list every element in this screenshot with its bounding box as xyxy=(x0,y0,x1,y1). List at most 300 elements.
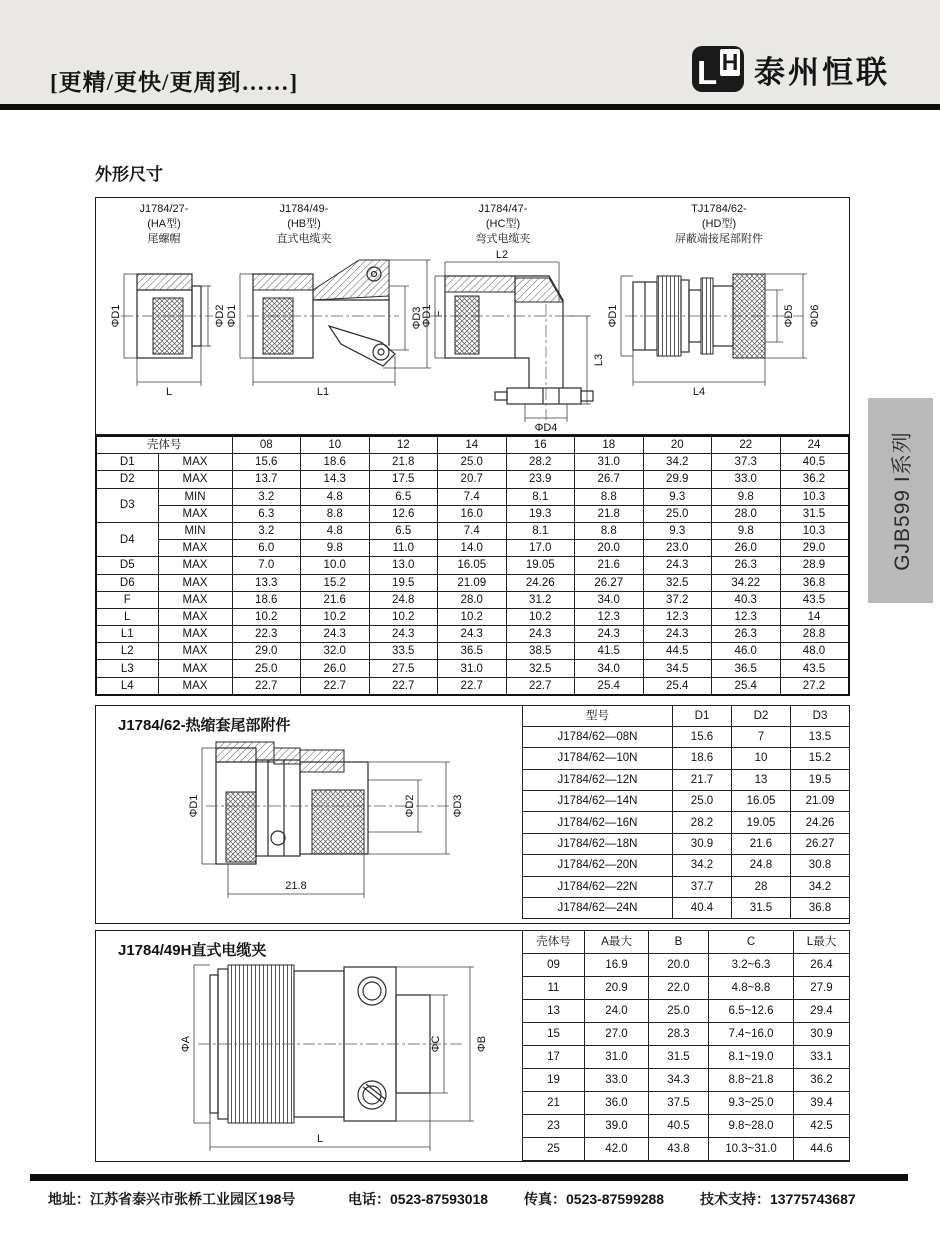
limit-cell: MAX xyxy=(158,540,232,557)
table-cell: 28.3 xyxy=(649,1022,709,1045)
table-row xyxy=(96,608,849,625)
value-cell: 22.7 xyxy=(301,677,370,695)
value-cell: 7.4 xyxy=(438,522,507,539)
size-header: 16 xyxy=(506,436,575,454)
size-header: 10 xyxy=(301,436,370,454)
table-cell: 31.5 xyxy=(732,898,791,919)
dim-label-d3: ΦD3 xyxy=(411,306,423,330)
table-cell: 19.5 xyxy=(791,769,850,790)
fig-model: J1784/27- xyxy=(139,203,189,215)
fig-hb-straight-clamp xyxy=(226,260,445,398)
table-cell: 34.3 xyxy=(649,1069,709,1092)
value-cell: 44.5 xyxy=(643,643,712,660)
fig-straight-clamp-49h xyxy=(180,965,488,1151)
table-cell: 13 xyxy=(732,769,791,790)
table-cell: 40.4 xyxy=(673,898,732,919)
dim-label-l1: L1 xyxy=(316,386,330,398)
value-cell: 20.7 xyxy=(438,471,507,488)
table-row xyxy=(96,591,849,608)
outline-drawings-box xyxy=(95,197,850,435)
fig-name: 尾螺帽 xyxy=(147,233,181,245)
table-body xyxy=(96,454,849,695)
size-header: 24 xyxy=(780,436,849,454)
dim-name-cell: D1 xyxy=(96,454,158,471)
limit-cell: MAX xyxy=(158,505,232,522)
table-cell: 28 xyxy=(732,876,791,897)
column-header: C xyxy=(709,930,794,953)
table-cell: 15 xyxy=(523,1022,585,1045)
value-cell: 27.5 xyxy=(369,660,438,677)
table-cell: 43.8 xyxy=(649,1138,709,1161)
value-cell: 33.5 xyxy=(369,643,438,660)
table-cell: 21.6 xyxy=(732,833,791,854)
value-cell: 28.9 xyxy=(780,557,849,574)
value-cell: 32.0 xyxy=(301,643,370,660)
heat-shrink-drawing-canvas xyxy=(98,734,518,906)
table-cell: 30.9 xyxy=(794,1022,850,1045)
table-body xyxy=(523,726,850,919)
table-cell: 27.0 xyxy=(585,1022,649,1045)
value-cell: 26.27 xyxy=(575,574,644,591)
value-cell: 21.09 xyxy=(438,574,507,591)
value-cell: 7.0 xyxy=(232,557,301,574)
table-cell: J1784/62—22N xyxy=(523,876,673,897)
dim-label-d2: ΦD2 xyxy=(404,794,416,818)
fig-model: TJ1784/62- xyxy=(691,203,747,215)
table-cell: 4.8~8.8 xyxy=(709,976,794,999)
table-row xyxy=(96,454,849,471)
value-cell: 26.3 xyxy=(712,557,781,574)
logo-letter-l: L xyxy=(697,54,718,91)
value-cell: 21.8 xyxy=(369,454,438,471)
dim-name-cell: F xyxy=(96,591,158,608)
value-cell: 34.22 xyxy=(712,574,781,591)
value-cell: 4.8 xyxy=(301,488,370,505)
table-cell: J1784/62—14N xyxy=(523,791,673,812)
table-cell: 24.8 xyxy=(732,855,791,876)
table-cell: 25.0 xyxy=(673,791,732,812)
table-row xyxy=(523,1138,850,1161)
value-cell: 28.0 xyxy=(438,591,507,608)
value-cell: 29.0 xyxy=(232,643,301,660)
table-cell: 9.8~28.0 xyxy=(709,1115,794,1138)
table-cell: 34.2 xyxy=(673,855,732,876)
table-cell: 37.7 xyxy=(673,876,732,897)
value-cell: 41.5 xyxy=(575,643,644,660)
dim-label-d1: ΦD1 xyxy=(421,304,433,328)
dim-label-d5: ΦD5 xyxy=(783,304,795,328)
value-cell: 20.0 xyxy=(575,540,644,557)
value-cell: 12.6 xyxy=(369,505,438,522)
value-cell: 18.6 xyxy=(301,454,370,471)
table-row xyxy=(523,953,850,976)
corner-header: 壳体号 xyxy=(96,436,232,454)
value-cell: 22.7 xyxy=(232,677,301,695)
page-title: 外形尺寸 xyxy=(95,165,163,184)
value-cell: 13.0 xyxy=(369,557,438,574)
table-cell: 36.2 xyxy=(794,1069,850,1092)
value-cell: 16.05 xyxy=(438,557,507,574)
table-row xyxy=(523,769,850,790)
value-cell: 13.3 xyxy=(232,574,301,591)
dim-name-cell: D5 xyxy=(96,557,158,574)
straight-clamp-drawing-canvas xyxy=(98,955,518,1159)
table-cell: 15.6 xyxy=(673,726,732,747)
table-cell: 16.9 xyxy=(585,953,649,976)
limit-cell: MAX xyxy=(158,471,232,488)
value-cell: 34.5 xyxy=(643,660,712,677)
value-cell: 10.2 xyxy=(506,608,575,625)
table-body xyxy=(523,953,850,1161)
limit-cell: MAX xyxy=(158,643,232,660)
straight-clamp-box xyxy=(95,930,850,1162)
dim-label-l3: L3 xyxy=(593,353,605,367)
value-cell: 28.8 xyxy=(780,626,849,643)
table-cell: 22.0 xyxy=(649,976,709,999)
value-cell: 32.5 xyxy=(643,574,712,591)
dim-label-b: ΦB xyxy=(476,1035,488,1053)
dim-name-cell: L2 xyxy=(96,643,158,660)
value-cell: 17.0 xyxy=(506,540,575,557)
table-row xyxy=(523,748,850,769)
table-row xyxy=(523,999,850,1022)
table-row xyxy=(523,855,850,876)
table-cell: 19 xyxy=(523,1069,585,1092)
value-cell: 14.0 xyxy=(438,540,507,557)
value-cell: 10.3 xyxy=(780,488,849,505)
value-cell: 10.2 xyxy=(369,608,438,625)
dim-label-l4: L4 xyxy=(692,386,706,398)
dim-label-d1: ΦD1 xyxy=(110,304,122,328)
value-cell: 8.1 xyxy=(506,488,575,505)
table-cell: 25.0 xyxy=(649,999,709,1022)
value-cell: 21.8 xyxy=(575,505,644,522)
limit-cell: MAX xyxy=(158,626,232,643)
table-cell: J1784/62—24N xyxy=(523,898,673,919)
value-cell: 25.0 xyxy=(643,505,712,522)
header-slogan: [更精/更快/更周到……] xyxy=(50,70,299,95)
dim-label-d4: ΦD4 xyxy=(534,422,558,432)
value-cell: 40.3 xyxy=(712,591,781,608)
table-cell: 16.05 xyxy=(732,791,791,812)
value-cell: 8.8 xyxy=(575,522,644,539)
brand xyxy=(692,46,890,92)
limit-cell: MIN xyxy=(158,488,232,505)
dim-name-cell: D2 xyxy=(96,471,158,488)
fig-name: 屏蔽端接尾部附件 xyxy=(675,233,763,245)
column-header: 型号 xyxy=(523,705,673,726)
table-row xyxy=(96,505,849,522)
table-cell: 28.2 xyxy=(673,812,732,833)
outline-drawings-canvas xyxy=(97,246,848,432)
dim-name-cell: D6 xyxy=(96,574,158,591)
value-cell: 23.9 xyxy=(506,471,575,488)
limit-cell: MAX xyxy=(158,608,232,625)
value-cell: 3.2 xyxy=(232,488,301,505)
table-cell: 20.0 xyxy=(649,953,709,976)
value-cell: 31.0 xyxy=(438,660,507,677)
table-cell: 39.4 xyxy=(794,1092,850,1115)
dim-label-c: ΦC xyxy=(430,1035,442,1053)
table-cell: 7.4~16.0 xyxy=(709,1022,794,1045)
table-cell: 3.2~6.3 xyxy=(709,953,794,976)
value-cell: 10.2 xyxy=(232,608,301,625)
table-row xyxy=(96,557,849,574)
table-cell: 21.09 xyxy=(791,791,850,812)
value-cell: 9.8 xyxy=(712,522,781,539)
size-header: 18 xyxy=(575,436,644,454)
limit-cell: MIN xyxy=(158,522,232,539)
dim-label-d2: ΦD2 xyxy=(214,304,226,328)
logo-letter-h: H xyxy=(721,49,739,75)
value-cell: 43.5 xyxy=(780,660,849,677)
table-row xyxy=(96,660,849,677)
value-cell: 9.3 xyxy=(643,522,712,539)
value-cell: 19.5 xyxy=(369,574,438,591)
value-cell: 12.3 xyxy=(643,608,712,625)
footer-divider xyxy=(30,1174,908,1181)
table-row xyxy=(523,1045,850,1068)
table-row xyxy=(96,643,849,660)
value-cell: 26.0 xyxy=(712,540,781,557)
table-cell: 39.0 xyxy=(585,1115,649,1138)
table-cell: 40.5 xyxy=(649,1115,709,1138)
limit-cell: MAX xyxy=(158,574,232,591)
value-cell: 22.7 xyxy=(369,677,438,695)
table-cell: 18.6 xyxy=(673,748,732,769)
table-cell: 09 xyxy=(523,953,585,976)
table-cell: 36.0 xyxy=(585,1092,649,1115)
value-cell: 6.0 xyxy=(232,540,301,557)
table-row xyxy=(523,898,850,919)
table-cell: J1784/62—08N xyxy=(523,726,673,747)
table-row xyxy=(96,488,849,505)
value-cell: 36.5 xyxy=(712,660,781,677)
table-header xyxy=(96,436,849,454)
value-cell: 17.5 xyxy=(369,471,438,488)
table-cell: 21.7 xyxy=(673,769,732,790)
table-cell: 42.5 xyxy=(794,1115,850,1138)
series-label: GJB599 I系列 xyxy=(890,430,914,571)
fig-heat-shrink-accessory xyxy=(188,742,464,898)
value-cell: 24.3 xyxy=(506,626,575,643)
value-cell: 37.2 xyxy=(643,591,712,608)
table-cell: 24.0 xyxy=(585,999,649,1022)
value-cell: 26.0 xyxy=(301,660,370,677)
column-header: D2 xyxy=(732,705,791,726)
table-cell: 26.4 xyxy=(794,953,850,976)
value-cell: 48.0 xyxy=(780,643,849,660)
value-cell: 10.3 xyxy=(780,522,849,539)
table-cell: 30.9 xyxy=(673,833,732,854)
size-header: 12 xyxy=(369,436,438,454)
value-cell: 6.5 xyxy=(369,488,438,505)
fig-variant: (HD型) xyxy=(701,218,737,230)
limit-cell: MAX xyxy=(158,677,232,695)
value-cell: 43.5 xyxy=(780,591,849,608)
value-cell: 24.3 xyxy=(643,626,712,643)
value-cell: 9.8 xyxy=(301,540,370,557)
fig-hd-shield-termination xyxy=(607,274,821,398)
footer-fax: 传真：0523-87599288 xyxy=(524,1191,665,1207)
table-cell: 34.2 xyxy=(791,876,850,897)
table-cell: 36.8 xyxy=(791,898,850,919)
table-cell: 11 xyxy=(523,976,585,999)
value-cell: 4.8 xyxy=(301,522,370,539)
dim-label-d1: ΦD1 xyxy=(188,794,200,818)
value-cell: 11.0 xyxy=(369,540,438,557)
table-row xyxy=(523,1069,850,1092)
table-row xyxy=(96,540,849,557)
series-side-tab xyxy=(868,398,933,603)
value-cell: 14.3 xyxy=(301,471,370,488)
header-row xyxy=(96,436,849,454)
dim-label-f: F xyxy=(433,310,445,318)
value-cell: 31.2 xyxy=(506,591,575,608)
limit-cell: MAX xyxy=(158,591,232,608)
table-cell: 25 xyxy=(523,1138,585,1161)
fig-hc-right-angle-clamp xyxy=(421,249,605,432)
table-cell: 17 xyxy=(523,1045,585,1068)
table-cell: J1784/62—10N xyxy=(523,748,673,769)
value-cell: 36.8 xyxy=(780,574,849,591)
value-cell: 32.5 xyxy=(506,660,575,677)
value-cell: 34.0 xyxy=(575,660,644,677)
dim-label-a: ΦA xyxy=(180,1035,192,1053)
table-header xyxy=(523,930,850,953)
value-cell: 18.6 xyxy=(232,591,301,608)
footer-support: 技术支持：13775743687 xyxy=(700,1191,856,1207)
table-cell: 13.5 xyxy=(791,726,850,747)
column-header: D1 xyxy=(673,705,732,726)
dim-name-cell: L4 xyxy=(96,677,158,695)
value-cell: 7.4 xyxy=(438,488,507,505)
column-header: D3 xyxy=(791,705,850,726)
table-row xyxy=(523,1115,850,1138)
table-cell: 42.0 xyxy=(585,1138,649,1161)
table-row xyxy=(96,522,849,539)
header-divider xyxy=(0,104,940,110)
value-cell: 24.3 xyxy=(438,626,507,643)
value-cell: 46.0 xyxy=(712,643,781,660)
table-cell: 44.6 xyxy=(794,1138,850,1161)
value-cell: 36.2 xyxy=(780,471,849,488)
table-row xyxy=(523,976,850,999)
table-row xyxy=(523,791,850,812)
size-header: 14 xyxy=(438,436,507,454)
table-cell: 9.3~25.0 xyxy=(709,1092,794,1115)
fig-name: 弯式电缆夹 xyxy=(475,233,531,245)
value-cell: 10.2 xyxy=(301,608,370,625)
size-header: 22 xyxy=(712,436,781,454)
table-row xyxy=(523,1022,850,1045)
value-cell: 25.0 xyxy=(438,454,507,471)
value-cell: 8.8 xyxy=(575,488,644,505)
fig-model: J1784/47- xyxy=(478,203,528,215)
table-row xyxy=(96,677,849,695)
value-cell: 24.3 xyxy=(575,626,644,643)
dim-label-d1: ΦD1 xyxy=(607,304,619,328)
value-cell: 24.26 xyxy=(506,574,575,591)
value-cell: 28.0 xyxy=(712,505,781,522)
table-row xyxy=(96,471,849,488)
value-cell: 22.3 xyxy=(232,626,301,643)
value-cell: 19.05 xyxy=(506,557,575,574)
size-header: 08 xyxy=(232,436,301,454)
value-cell: 24.3 xyxy=(369,626,438,643)
value-cell: 12.3 xyxy=(712,608,781,625)
table-cell: 37.5 xyxy=(649,1092,709,1115)
value-cell: 24.3 xyxy=(301,626,370,643)
value-cell: 13.7 xyxy=(232,471,301,488)
value-cell: 10.0 xyxy=(301,557,370,574)
value-cell: 36.5 xyxy=(438,643,507,660)
value-cell: 31.5 xyxy=(780,505,849,522)
heat-shrink-table xyxy=(522,705,850,920)
dim-label-d3: ΦD3 xyxy=(452,794,464,818)
value-cell: 15.2 xyxy=(301,574,370,591)
table-header xyxy=(523,705,850,726)
value-cell: 6.3 xyxy=(232,505,301,522)
value-cell: 33.0 xyxy=(712,471,781,488)
dim-label-l: L xyxy=(165,386,173,398)
dim-label-l2: L2 xyxy=(495,249,509,261)
value-cell: 40.5 xyxy=(780,454,849,471)
fig-variant: (HA型) xyxy=(147,218,181,230)
table-cell: 8.1~19.0 xyxy=(709,1045,794,1068)
value-cell: 21.6 xyxy=(575,557,644,574)
column-header: 壳体号 xyxy=(523,930,585,953)
dim-label-l: L xyxy=(316,1133,324,1145)
dim-name-cell: L3 xyxy=(96,660,158,677)
table-cell: J1784/62—20N xyxy=(523,855,673,876)
table-row xyxy=(96,574,849,591)
table-row xyxy=(523,1092,850,1115)
value-cell: 29.9 xyxy=(643,471,712,488)
value-cell: 10.2 xyxy=(438,608,507,625)
table-cell: 29.4 xyxy=(794,999,850,1022)
table-cell: 15.2 xyxy=(791,748,850,769)
value-cell: 26.3 xyxy=(712,626,781,643)
value-cell: 25.4 xyxy=(712,677,781,695)
section3-title: J1784/49H直式电缆夹 xyxy=(118,942,267,959)
value-cell: 38.5 xyxy=(506,643,575,660)
footer-phone: 电话：0523-87593018 xyxy=(348,1191,489,1207)
value-cell: 3.2 xyxy=(232,522,301,539)
value-cell: 22.7 xyxy=(506,677,575,695)
column-header: L最大 xyxy=(794,930,850,953)
value-cell: 27.2 xyxy=(780,677,849,695)
fig-label-hc xyxy=(476,202,531,247)
fig-variant: (HC型) xyxy=(485,218,521,230)
straight-clamp-table xyxy=(522,930,850,1162)
dim-name-cell: L1 xyxy=(96,626,158,643)
fig-name: 直式电缆夹 xyxy=(276,233,332,245)
table-cell: 31.0 xyxy=(585,1045,649,1068)
dim-name-cell: D4 xyxy=(96,522,158,556)
column-header: A最大 xyxy=(585,930,649,953)
table-cell: 7 xyxy=(732,726,791,747)
value-cell: 25.0 xyxy=(232,660,301,677)
table-cell: 19.05 xyxy=(732,812,791,833)
value-cell: 34.0 xyxy=(575,591,644,608)
table-row xyxy=(523,876,850,897)
value-cell: 22.7 xyxy=(438,677,507,695)
fig-variant: (HB型) xyxy=(287,218,321,230)
table-cell: J1784/62—16N xyxy=(523,812,673,833)
value-cell: 25.4 xyxy=(643,677,712,695)
company-name: 泰州恒联 xyxy=(754,54,890,90)
